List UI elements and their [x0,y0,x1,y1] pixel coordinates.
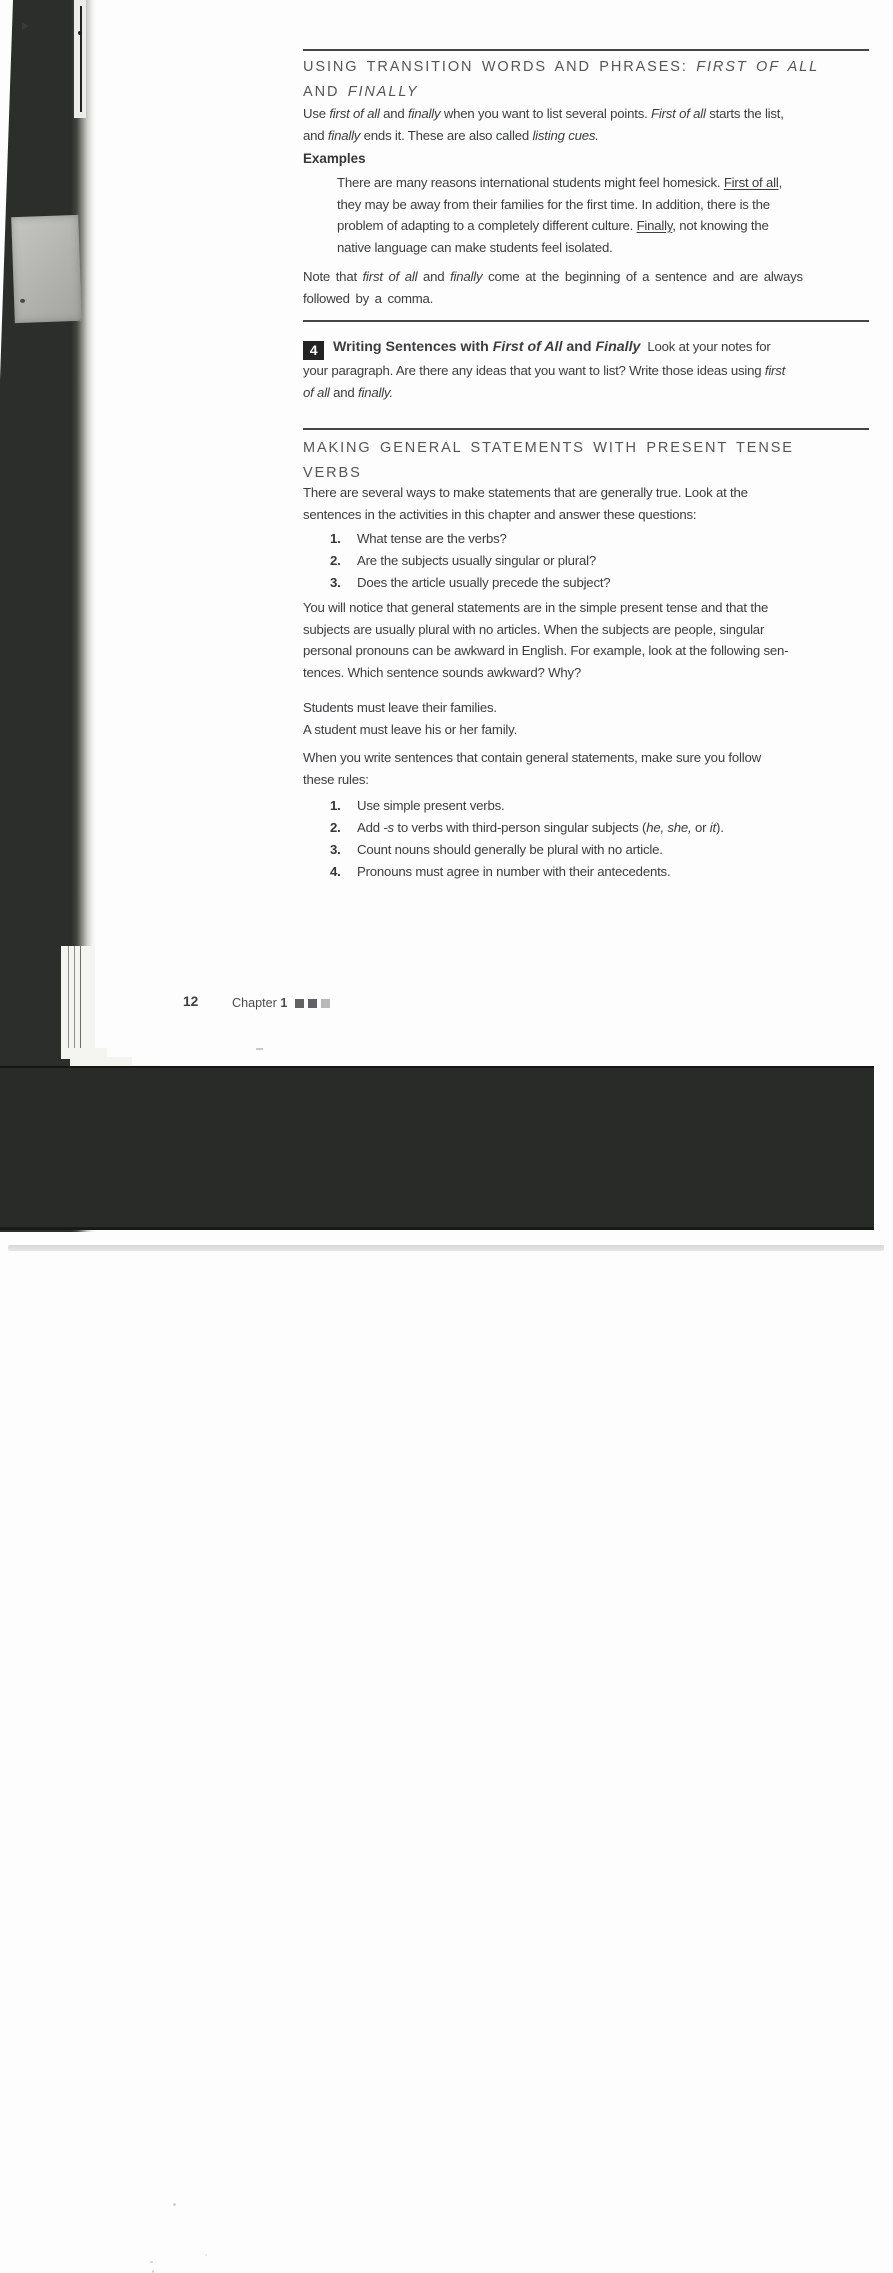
note-paragraph: Note that first of all and finally come at the beginning of a sentence and are always followed by a comma. [303,269,803,306]
tape-speck [20,299,25,303]
chapter-label: Chapter [232,996,281,1010]
section-heading-transition-words: USING TRANSITION WORDS AND PHRASES: FIRST OF ALL AND FINALLY [303,59,820,100]
list-number: 2. [330,553,341,568]
example-paragraph: There are many reasons international students might feel homesick. First of all, they may be away from their families for the first time. In addition, there is the problem of adapting to a completely different culture. Finally, not knowing the native language can make students feel isolated. [337,175,783,255]
chapter-number: 1 [280,996,288,1010]
scan-speck [150,2261,153,2263]
section-rule-mid [303,320,869,322]
list-text: What tense are the verbs? [357,531,507,546]
list-item [303,572,610,594]
list-number: 1. [330,798,341,813]
scanner-bed-line [8,1245,884,1251]
list-number: 3. [330,575,341,590]
list-item [303,795,724,817]
examples-label: Examples [303,151,366,166]
page-footer [0,993,893,1015]
list-number: 2. [330,820,341,835]
list-item [303,839,724,861]
list-text: Add -s to verbs with third-person singular subjects (he, she, or it). [357,820,724,835]
list-text: Count nouns should generally be plural with no article. [357,842,663,857]
questions-list [303,528,610,594]
chapter-level-square [308,999,317,1008]
activity-4-text: Writing Sentences with First of All and Finally Look at your notes for your paragraph. Are there any ideas that you want to list? Write those ideas using first of all and finally. [303,339,786,400]
list-item [303,528,610,550]
list-text: Pronouns must agree in number with their antecedents. [357,864,671,879]
tape-scrap [11,215,82,323]
scan-shadow-bottom [0,1066,874,1230]
activity-4-block [303,336,785,403]
page-edge-streak [80,6,82,112]
chapter-running-foot [232,996,330,1010]
list-item [303,817,724,839]
scan-speck-arrow [22,22,29,30]
list-number: 3. [330,842,341,857]
section-heading-general-statements: MAKING GENERAL STATEMENTS WITH PRESENT TENSE VERBS [303,440,794,481]
list-text: Does the article usually precede the subject? [357,575,611,590]
activity-number-badge: 4 [303,341,324,360]
scan-speck [205,2254,207,2256]
rules-list [303,795,724,883]
page-body [303,0,869,1060]
rules-intro-paragraph: When you write sentences that contain general statements, make sure you follow these rules: [303,750,761,787]
scan-speck [173,2203,176,2206]
section-rule-top [303,49,869,51]
list-item [303,861,724,883]
list-text: Use simple present verbs. [357,798,505,813]
list-number: 1. [330,531,341,546]
analysis-paragraph: You will notice that general statements are in the simple present tense and that the subjects are usually plural with no articles. When the subjects are people, singular personal pronouns can be awkward in English. For example, look at the following sen- tences. Which sentence sounds awkward? Why? [303,600,789,680]
list-number: 4. [330,864,341,879]
section-rule-lower [303,428,869,430]
chapter-level-square [321,999,330,1008]
scan-speck-dot [78,31,82,35]
general-statements-intro: There are several ways to make statements that are generally true. Look at the sentences in the activities in this chapter and answer these questions: [303,485,748,522]
list-text: Are the subjects usually singular or plural? [357,553,596,568]
chapter-level-square [295,999,304,1008]
list-item [303,550,610,572]
page-number: 12 [183,994,199,1009]
transition-intro-paragraph: Use first of all and finally when you want to list several points. First of all starts the list, and finally ends it. These are also called listing cues. [303,106,784,143]
scan-speck-dash [256,1048,263,1050]
example-sentences: Students must leave their families. A student must leave his or her family. [303,700,518,737]
